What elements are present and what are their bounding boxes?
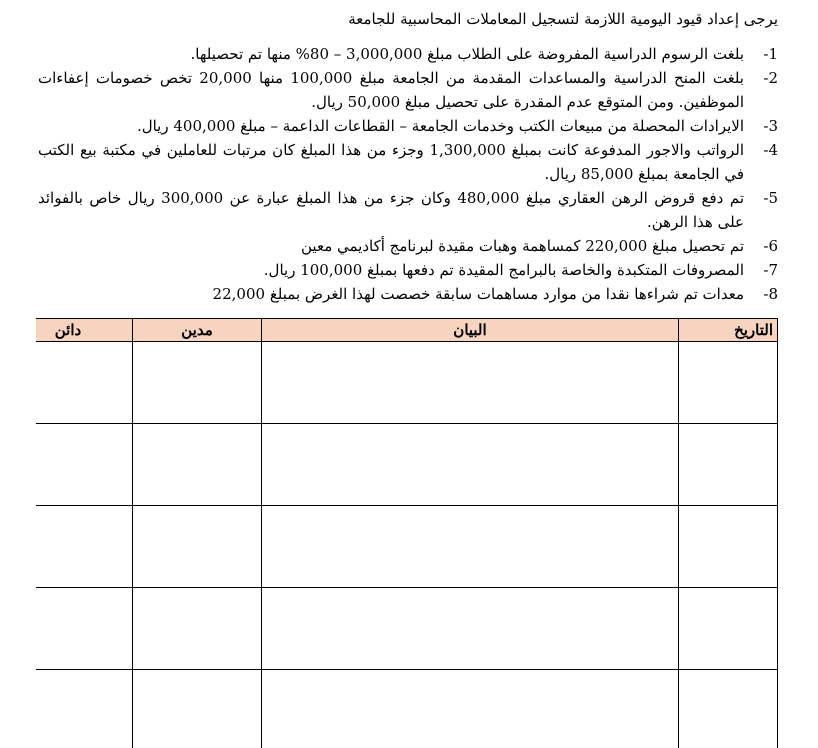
list-item (38, 138, 778, 186)
item-text: تم دفع قروض الرهن العقاري مبلغ 480,000 وكان جزء من هذا المبلغ عبارة عن 300,000 ريال خاص بالفوائد على هذا الرهن. (38, 189, 744, 231)
cell-date[interactable] (679, 588, 778, 670)
item-number: 7- (748, 258, 778, 282)
list-item (38, 234, 778, 258)
item-text: الرواتب والاجور المدفوعة كانت بمبلغ 1,300,000 وجزء من هذا المبلغ كان مرتبات للعاملين في مكتبة بيع الكتب في الجامعة بمبلغ 85,000 ريال. (38, 141, 744, 183)
header-date: التاريخ (679, 319, 778, 342)
item-text: المصروفات المتكبدة والخاصة بالبرامج المقيدة تم دفعها بمبلغ 100,000 ريال. (264, 261, 744, 279)
cell-date[interactable] (679, 506, 778, 588)
cell-date[interactable] (679, 342, 778, 424)
header-credit: دائن (36, 319, 133, 342)
item-number: 6- (748, 234, 778, 258)
list-item (38, 258, 778, 282)
item-number: 8- (748, 282, 778, 306)
list-item (38, 282, 778, 306)
cell-credit[interactable] (36, 588, 133, 670)
cell-description[interactable] (262, 506, 679, 588)
transactions-list (38, 42, 778, 306)
table-row (36, 588, 778, 670)
item-number: 1- (748, 42, 778, 66)
item-number: 5- (748, 186, 778, 210)
cell-date[interactable] (679, 670, 778, 748)
cell-credit[interactable] (36, 506, 133, 588)
table-header-row (36, 319, 778, 342)
journal-table-wrapper (36, 318, 778, 748)
cell-credit[interactable] (36, 424, 133, 506)
item-text: بلغت المنح الدراسية والمساعدات المقدمة من الجامعة مبلغ 100,000 منها 20,000 تخص خصومات إعفاءات الموظفين. ومن المتوقع عدم المقدرة على تحصيل مبلغ 50,000 ريال. (38, 69, 744, 111)
table-row (36, 424, 778, 506)
cell-description[interactable] (262, 670, 679, 748)
cell-credit[interactable] (36, 342, 133, 424)
cell-debit[interactable] (133, 670, 262, 748)
list-item (38, 114, 778, 138)
cell-credit[interactable] (36, 670, 133, 748)
journal-table (36, 318, 778, 748)
list-item (38, 42, 778, 66)
cell-description[interactable] (262, 342, 679, 424)
instruction-text: يرجى إعداد قيود اليومية اللازمة لتسجيل المعاملات المحاسبية للجامعة (38, 8, 778, 30)
cell-debit[interactable] (133, 506, 262, 588)
cell-description[interactable] (262, 588, 679, 670)
item-number: 4- (748, 138, 778, 162)
item-text: بلغت الرسوم الدراسية المفروضة على الطلاب مبلغ 3,000,000 – 80% منها تم تحصيلها. (191, 45, 744, 63)
header-debit: مدين (133, 319, 262, 342)
item-text: الايرادات المحصلة من مبيعات الكتب وخدمات الجامعة – القطاعات الداعمة – مبلغ 400,000 ريال. (137, 117, 744, 135)
cell-debit[interactable] (133, 342, 262, 424)
cell-date[interactable] (679, 424, 778, 506)
item-text: معدات تم شراءها نقدا من موارد مساهمات سابقة خصصت لهذا الغرض بمبلغ 22,000 (213, 285, 744, 303)
table-row (36, 506, 778, 588)
cell-debit[interactable] (133, 588, 262, 670)
cell-debit[interactable] (133, 424, 262, 506)
list-item (38, 186, 778, 234)
table-row (36, 342, 778, 424)
item-number: 2- (748, 66, 778, 90)
header-description: البيان (262, 319, 679, 342)
cell-description[interactable] (262, 424, 679, 506)
item-number: 3- (748, 114, 778, 138)
table-row (36, 670, 778, 748)
item-text: تم تحصيل مبلغ 220,000 كمساهمة وهبات مقيدة لبرنامج أكاديمي معين (301, 237, 744, 255)
list-item (38, 66, 778, 114)
